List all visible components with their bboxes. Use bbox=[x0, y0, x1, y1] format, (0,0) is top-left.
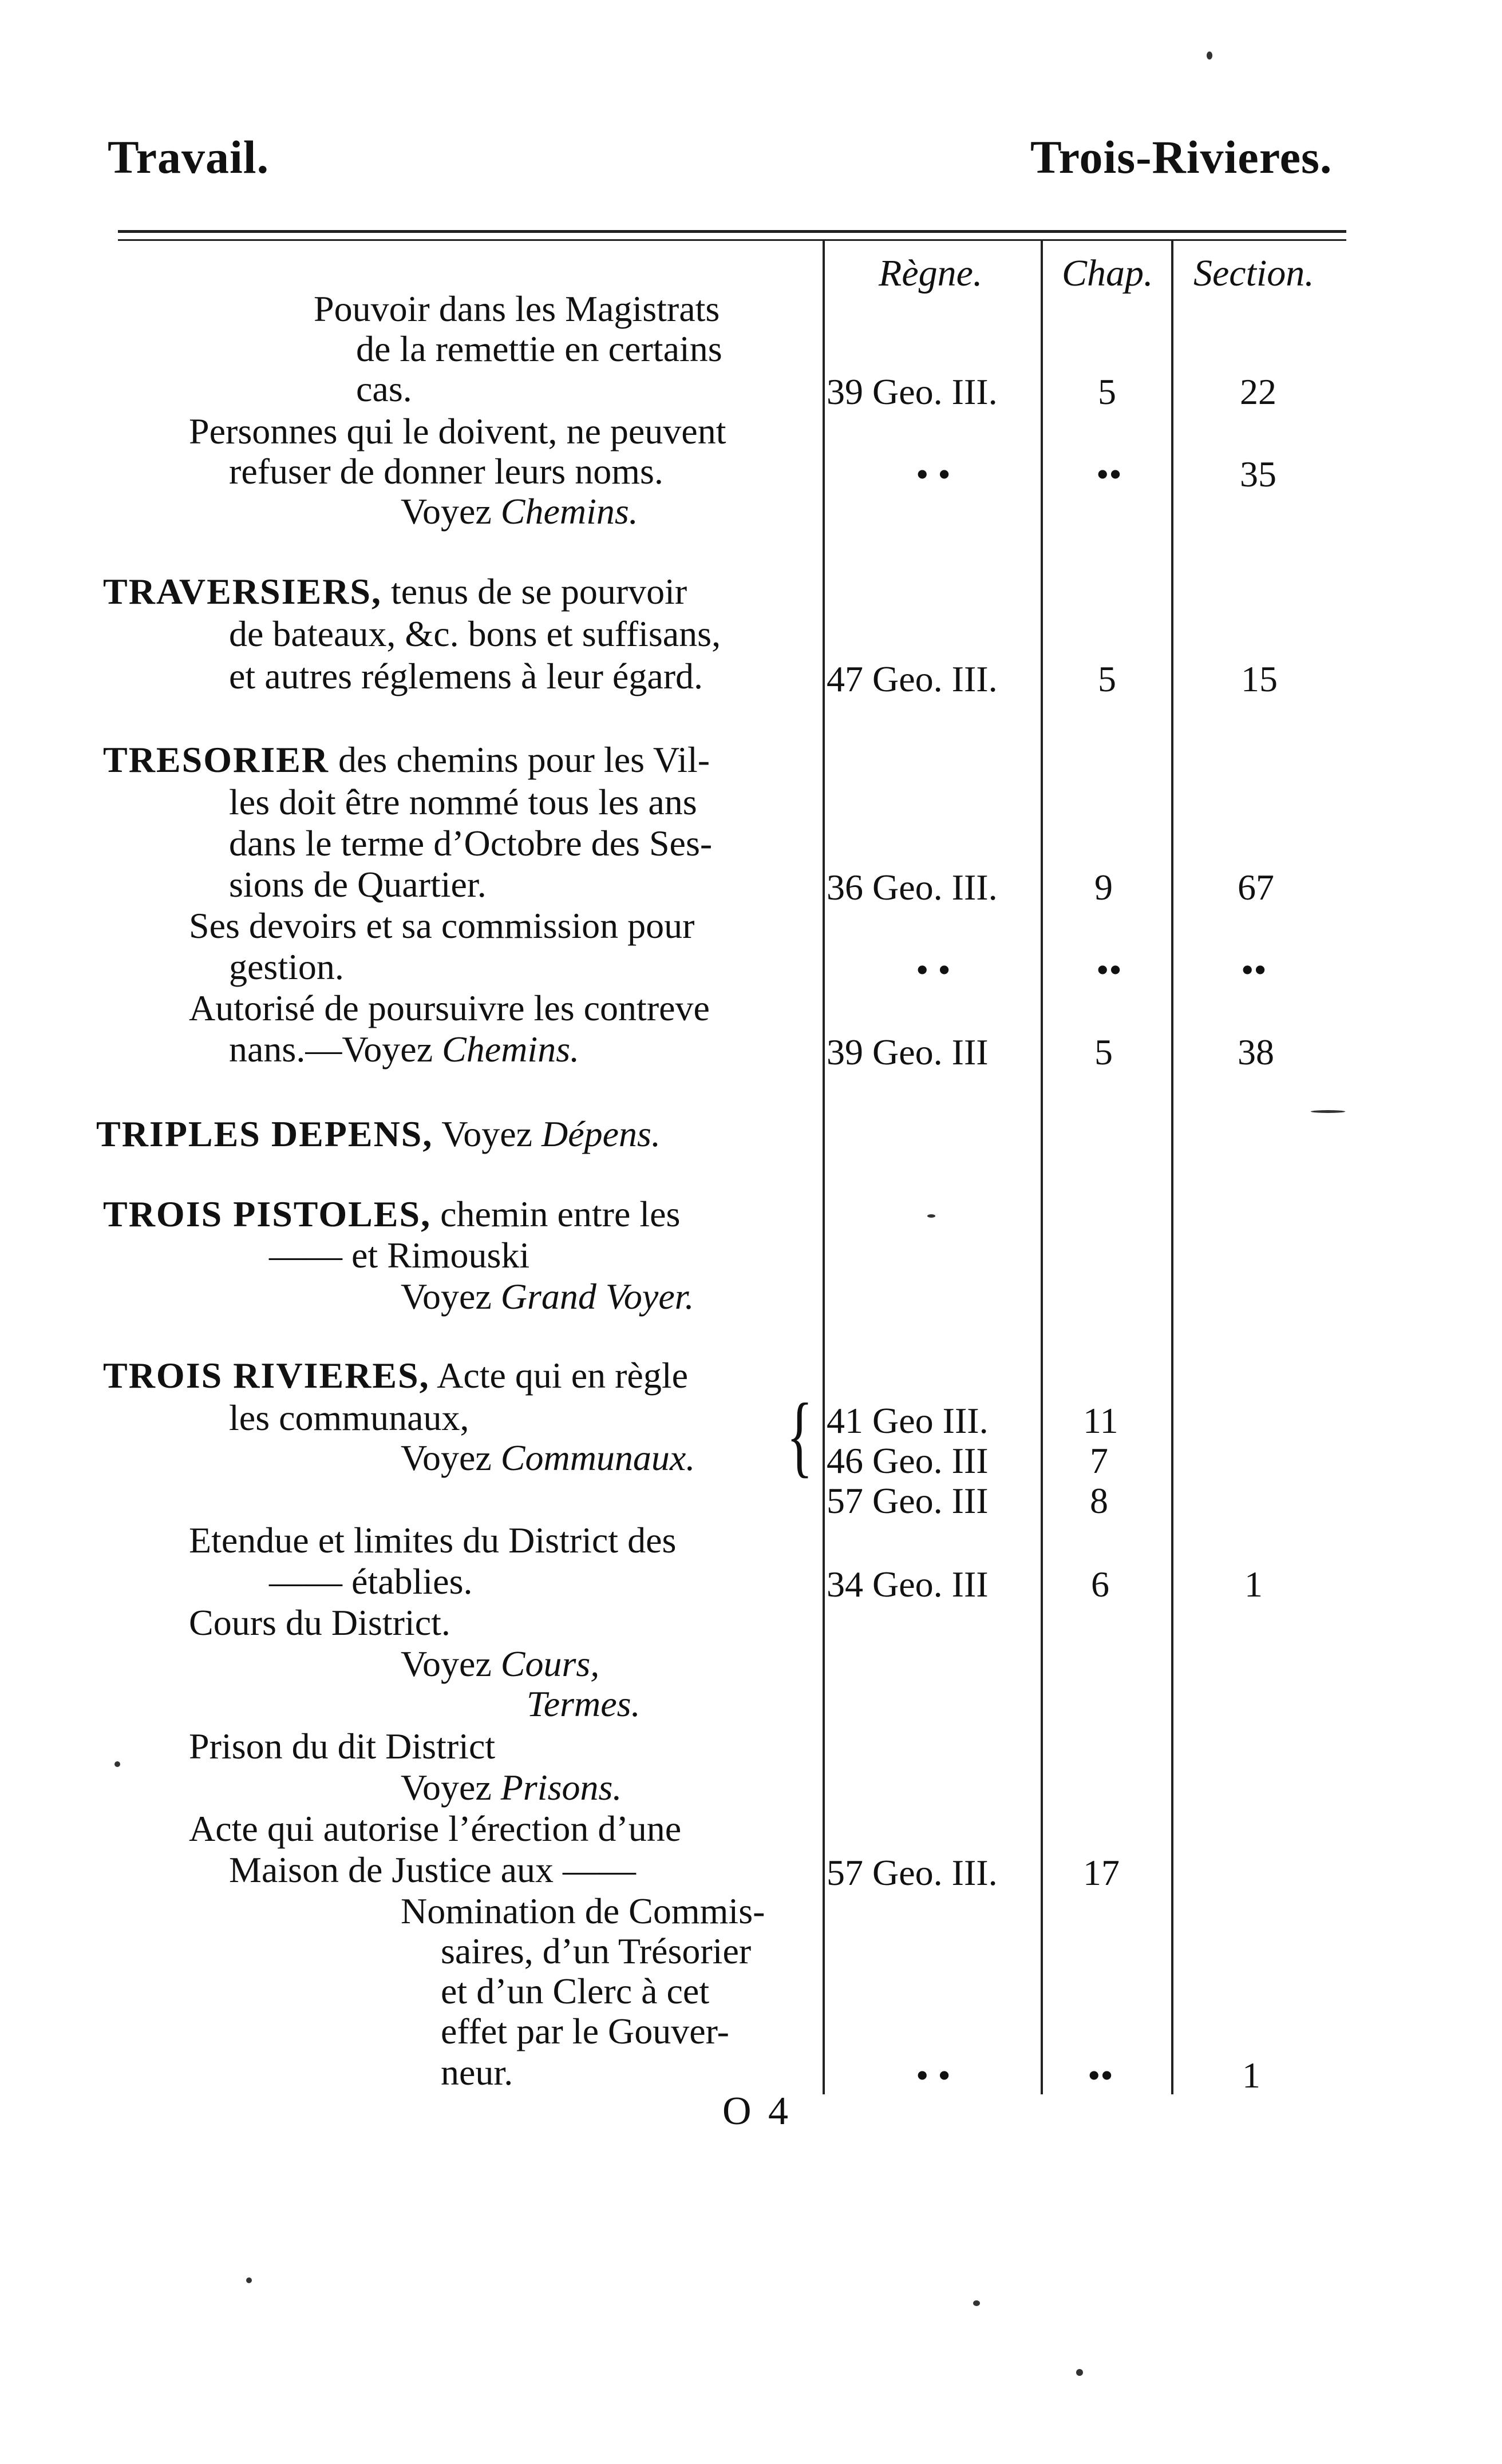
scan-speck bbox=[927, 1214, 935, 1218]
see-target: Chemins. bbox=[442, 1029, 580, 1069]
entry-text: nans.—Voyez bbox=[229, 1029, 433, 1069]
entry-text bbox=[96, 1116, 661, 1152]
entry-text: des chemins pour les Vil- bbox=[338, 739, 710, 780]
entry-text: cas. bbox=[356, 369, 412, 409]
chap-ref: •• bbox=[1096, 949, 1122, 990]
entry-text: Prison du dit District bbox=[189, 1726, 496, 1766]
chap-ref: 7 bbox=[1090, 1440, 1108, 1481]
chap-ref: 5 bbox=[1094, 1032, 1113, 1072]
column-heading-chap: Chap. bbox=[1062, 252, 1153, 294]
regne-ref: • • bbox=[916, 949, 951, 990]
running-head-right: Trois-Rivieres. bbox=[1030, 131, 1333, 183]
entry-text: Nomination de Commis- bbox=[401, 1891, 765, 1931]
entry-text: refuser de donner leurs noms. bbox=[229, 451, 663, 492]
regne-ref: 39 Geo. III. bbox=[827, 371, 998, 412]
header-rule-bottom bbox=[118, 239, 1346, 241]
section-ref: •• bbox=[1241, 949, 1267, 990]
entry-text: chemin entre les bbox=[440, 1194, 681, 1234]
see-target: Termes. bbox=[527, 1683, 641, 1724]
entry-text: Acte qui autorise l’érection d’une bbox=[189, 1808, 682, 1849]
regne-ref: 39 Geo. III bbox=[827, 1032, 989, 1072]
see-target: Cours, bbox=[500, 1643, 600, 1684]
entry-text: et d’un Clerc à cet bbox=[441, 1971, 710, 2011]
chap-ref: 17 bbox=[1083, 1852, 1120, 1893]
entry-text: gestion. bbox=[229, 946, 344, 987]
see-word: Voyez bbox=[401, 1643, 492, 1684]
regne-ref: 41 Geo III. bbox=[827, 1400, 989, 1441]
regne-ref: 57 Geo. III. bbox=[827, 1852, 998, 1893]
section-ref: 15 bbox=[1241, 659, 1278, 699]
dash: —— bbox=[269, 1235, 342, 1275]
chap-ref: 6 bbox=[1091, 1564, 1109, 1605]
regne-ref: 36 Geo. III. bbox=[827, 867, 998, 908]
column-rule-2 bbox=[1041, 240, 1043, 2094]
chap-ref: 5 bbox=[1098, 659, 1116, 699]
section-ref: 67 bbox=[1238, 867, 1274, 908]
see-word: Voyez bbox=[441, 1114, 532, 1154]
regne-ref: • • bbox=[916, 2055, 951, 2095]
entry-text: Acte qui en règle bbox=[437, 1355, 688, 1396]
entry-text: saires, d’un Trésorier bbox=[441, 1931, 752, 1971]
entry-text: Pouvoir dans les Magistrats bbox=[314, 288, 720, 329]
entry-heading: TROIS RIVIERES, bbox=[103, 1355, 430, 1396]
entry-text: les doit être nommé tous les ans bbox=[229, 782, 697, 822]
entry-text bbox=[229, 1031, 579, 1068]
entry-text: Maison de Justice aux —— bbox=[229, 1849, 636, 1890]
chap-ref: 11 bbox=[1083, 1400, 1118, 1441]
entry-text bbox=[401, 1437, 695, 1478]
see-target: Prisons. bbox=[500, 1767, 622, 1808]
entry-text: Autorisé de poursuivre les contreve bbox=[189, 988, 710, 1028]
entry-text: Cours du District. bbox=[189, 1602, 450, 1643]
entry-text: de la remettie en certains bbox=[356, 328, 722, 369]
header-rule-top bbox=[118, 230, 1346, 233]
column-rule-1 bbox=[823, 240, 825, 2094]
scan-speck bbox=[246, 2277, 252, 2283]
chap-ref: 5 bbox=[1098, 371, 1116, 412]
entry-text: effet par le Gouver- bbox=[441, 2011, 729, 2051]
entry-text: établies. bbox=[351, 1561, 473, 1602]
see-word: Voyez bbox=[401, 1437, 492, 1478]
entry-text: les communaux, bbox=[229, 1397, 469, 1438]
entry-text: dans le terme d’Octobre des Ses- bbox=[229, 823, 713, 863]
section-ref: 1 bbox=[1242, 2055, 1260, 2095]
regne-ref: 34 Geo. III bbox=[827, 1564, 989, 1605]
entry-text bbox=[103, 739, 710, 780]
entry-text: neur. bbox=[441, 2052, 513, 2093]
scan-speck bbox=[973, 2300, 980, 2306]
scan-speck bbox=[1311, 1110, 1345, 1113]
entry-text: tenus de se pourvoir bbox=[391, 571, 687, 612]
regne-ref: • • bbox=[916, 454, 951, 494]
entry-text bbox=[527, 1683, 641, 1724]
regne-ref: 46 Geo. III bbox=[827, 1440, 989, 1481]
see-target: Dépens. bbox=[541, 1114, 661, 1154]
running-head-left: Travail. bbox=[108, 131, 270, 183]
entry-text bbox=[103, 1196, 680, 1233]
column-rule-3 bbox=[1171, 240, 1173, 2094]
entry-heading: TRESORIER bbox=[103, 739, 329, 780]
regne-ref: 47 Geo. III. bbox=[827, 659, 998, 699]
see-target: Communaux. bbox=[500, 1437, 695, 1478]
entry-text bbox=[269, 1237, 529, 1274]
chap-ref: •• bbox=[1096, 454, 1122, 494]
see-word: Voyez bbox=[401, 491, 492, 532]
section-ref: 22 bbox=[1240, 371, 1276, 412]
entry-text bbox=[401, 1769, 622, 1806]
entry-text bbox=[401, 493, 638, 530]
entry-heading: TRAVERSIERS, bbox=[103, 571, 382, 612]
column-heading-regne: Règne. bbox=[879, 252, 983, 294]
section-ref: 35 bbox=[1240, 454, 1276, 494]
column-heading-section: Section. bbox=[1193, 252, 1314, 294]
signature-mark: O 4 bbox=[722, 2089, 792, 2133]
dash: —— bbox=[269, 1561, 342, 1602]
chap-ref: •• bbox=[1088, 2055, 1113, 2095]
see-word: Voyez bbox=[401, 1276, 492, 1317]
regne-ref: 57 Geo. III bbox=[827, 1480, 989, 1521]
entry-text: de bateaux, &c. bons et suffisans, bbox=[229, 613, 721, 654]
entry-text: Etendue et limites du District des bbox=[189, 1520, 677, 1560]
entry-text bbox=[401, 1643, 600, 1684]
entry-text bbox=[103, 1357, 688, 1394]
scan-speck bbox=[1207, 52, 1212, 60]
entry-text: et Rimouski bbox=[351, 1235, 530, 1275]
scan-speck bbox=[114, 1761, 120, 1767]
curly-brace: { bbox=[786, 1384, 813, 1486]
see-target: Grand Voyer. bbox=[500, 1276, 694, 1317]
entry-text bbox=[103, 573, 687, 610]
section-ref: 38 bbox=[1238, 1032, 1274, 1072]
chap-ref: 9 bbox=[1094, 867, 1113, 908]
entry-text bbox=[269, 1563, 472, 1600]
see-target: Chemins. bbox=[500, 491, 638, 532]
entry-text: sions de Quartier. bbox=[229, 864, 487, 905]
entry-text: Personnes qui le doivent, ne peuvent bbox=[189, 411, 726, 451]
entry-heading: TRIPLES DEPENS, bbox=[96, 1114, 433, 1154]
entry-text bbox=[401, 1278, 694, 1315]
scan-speck bbox=[1076, 2369, 1083, 2376]
section-ref: 1 bbox=[1244, 1564, 1263, 1605]
entry-text: et autres réglemens à leur égard. bbox=[229, 656, 703, 696]
entry-text: Ses devoirs et sa commission pour bbox=[189, 905, 695, 946]
chap-ref: 8 bbox=[1090, 1480, 1108, 1521]
see-word: Voyez bbox=[401, 1767, 492, 1808]
entry-heading: TROIS PISTOLES, bbox=[103, 1194, 432, 1234]
